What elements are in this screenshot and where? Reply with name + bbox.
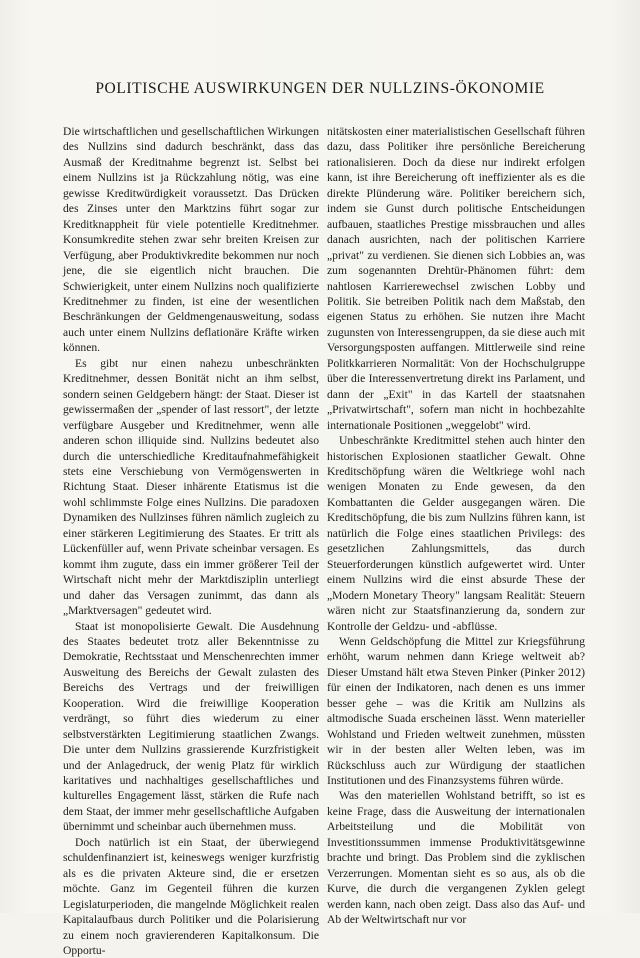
left-column: [63, 124, 319, 958]
paragraph: nitätskosten einer materialistischen Gesellschaft führen dazu, dass Politiker ihre persönliche Bereicherung rationalisieren. Doch da diese nur indirekt erfolgen kann, ist ihre Bereicherung oft ineffizienter als es die direkte Plünderung wäre. Politiker bereichern sich, indem sie Gunst durch politische Entscheidungen aufbauen, staatliches Prestige missbrauchen und alles danach ausrichten, nach der politischen Karriere „privat" zu verdienen. Sie dienen sich Lobbies an, was zum sogenannten Drehtür-Phänomen führt: dem nahtlosen Karrierewechsel zwischen Lobby und Politik. Sie betreiben Politik nach dem Maßstab, den eigenen Status zu erhöhen. Sie nutzen ihre Macht zugunsten von Interessengruppen, da sie diese auch mit Versorgungsposten auffangen. Mittlerweile sind reine Politkkarrieren Normalität: Von der Hochschulgruppe über die Interessenvertretung direkt ins Parlament, und dann der „Exit" in das Kartell der staatsnahen „Privatwirtschaft", sofern man nicht in hochbezahlte internationale Positionen „weggelobt" wird.: [327, 125, 585, 432]
paragraph: Es gibt nur einen nahezu unbeschränkten Kreditnehmer, dessen Bonität nicht an ihm selbst, sondern seinen Geldgebern hängt: der Staat. Dieser ist gewissermaßen der „spender of last ressort", der letzte verfügbare Ausgeber und Kreditnehmer, wenn alle anderen schon illiquide sind. Nullzins bedeutet also durch die unterschiedliche Kreditaufnahmefähigkeit stets eine Verschiebung von Vermögenswerten in Richtung Staat. Dieser inhärente Etatismus ist die wohl schlimmste Folge eines Nullzins. Die paradoxen Dynamiken des Nullzinses führen nämlich zugleich zu einer stärkeren Legitimierung des Staates. Er tritt als Lückenfüller auf, wenn Private scheinbar versagen. Es kommt ihm zugute, dass ein immer größerer Teil der Wirtschaft nicht mehr der Marktdisziplin unterliegt und daher das Versagen zunimmt, das dann als „Marktversagen" gedeutet wird.: [63, 356, 319, 618]
paragraph: Wenn Geldschöpfung die Mittel zur Kriegsführung erhöht, warum nehmen dann Kriege weltweit ab? Dieser Umstand hält etwa Steven Pinker (Pinker 2012) für einen der Indikatoren, nach denen es uns immer besser gehe – was die Kritik am Nullzins als altmodische Suada erscheinen lässt. Wenn materieller Wohlstand und Frieden weltweit zunehmen, müssten wir in der besten aller Welten leben, was im Rückschluss auch zur Würdigung der staatlichen Institutionen und des Finanzsystems führen würde.: [327, 634, 585, 788]
paragraph: Staat ist monopolisierte Gewalt. Die Ausdehnung des Staates bedeutet trotz aller Bekenntnisse zu Demokratie, Rechtsstaat und Menschenrechten immer Ausweitung des Bereichs der Gewalt zulasten des Bereichs des Vertrags und der freiwilligen Kooperation. Wird die freiwillige Kooperation verdrängt, so führt dies wiederum zu einer selbstverstärkten Legitimierung staatlichen Zwangs. Die unter dem Nullzins grassierende Kurzfristigkeit und der Anlagedruck, der wenig Platz für wirklich karitatives und nachhaltiges gesellschaftliches und kulturelles Engagement lässt, stärken die Rufe nach dem Staat, der immer mehr gesellschaftliche Aufgaben übernimmt und scheinbar auch übernehmen muss.: [63, 619, 319, 834]
page-title: POLITISCHE AUSWIRKUNGEN DER NULLZINS-ÖKONOMIE: [95, 80, 545, 97]
paragraph: Die wirtschaftlichen und gesellschaftlichen Wirkungen des Nullzins sind dadurch beschränkt, dass das Ausmaß der Kreditnahme begrenzt ist. Selbst bei einem Nullzins ist ja Rückzahlung nötig, was eine gewisse Kreditwürdigkeit voraussetzt. Das Drücken des Zinses unter den Marktzins führt sogar zur Kreditknappheit für viele potentielle Kreditnehmer. Konsumkredite stehen zwar sehr breiten Kreisen zur Verfügung, aber Produktivkredite bekommen nur noch jene, die sie eigentlich nicht brauchen. Die Schwierigkeit, unter einem Nullzins noch qualifizierte Kreditnehmer zu finden, ist eine der wesentlichen Beschränkungen der Geldmengenausweitung, sodass auch unter einem Nullzins deflationäre Kräfte wirken können.: [63, 125, 319, 355]
paragraph: Was den materiellen Wohlstand betrifft, so ist es keine Frage, dass die Ausweitung der internationalen Arbeitsteilung und die Mobilität von Investitionssummen immense Produktivitätsgewinne brachte und bringt. Das Problem sind die zyklischen Verzerrungen. Momentan sieht es so aus, als ob die Kurve, die durch die vergangenen Zyklen gelegt werden kann, nach oben zeigt. Dass also das Auf- und Ab der Weltwirtschaft nur vor: [327, 789, 585, 927]
right-column: [327, 124, 585, 928]
paragraph: Unbeschränkte Kreditmittel stehen auch hinter den historischen Explosionen staatlicher Gewalt. Ohne Kreditschöpfung wären die Weltkriege wohl nach wenigen Monaten zu Ende gewesen, da den Kombattanten die Gelder ausgegangen wären. Die Kreditschöpfung, die bis zum Nullzins führen kann, ist natürlich die Folge eines staatlichen Privilegs: des gesetzlichen Zahlungsmittels, das durch Steuerforderungen künstlich aufgewertet wird. Unter einem Nullzins wird die einst absurde These der „Modern Monetary Theory" langsam Realität: Steuern wären nicht zur Staatsfinanzierung da, sondern zur Kontrolle der Geldzu- und -abflüsse.: [327, 434, 585, 633]
paragraph: Doch natürlich ist ein Staat, der überwiegend schuldenfinanziert ist, keineswegs weniger kurzfristig als es die privaten Akteure sind, die er ersetzen möchte. Ganz im Gegenteil führen die kurzen Legislaturperioden, die mangelnde Möglichkeit realen Kapitalaufbaus durch Politiker und die Polarisierung zu einem noch gravierenderen Kapitalkonsum. Die Opportu-: [63, 835, 319, 958]
